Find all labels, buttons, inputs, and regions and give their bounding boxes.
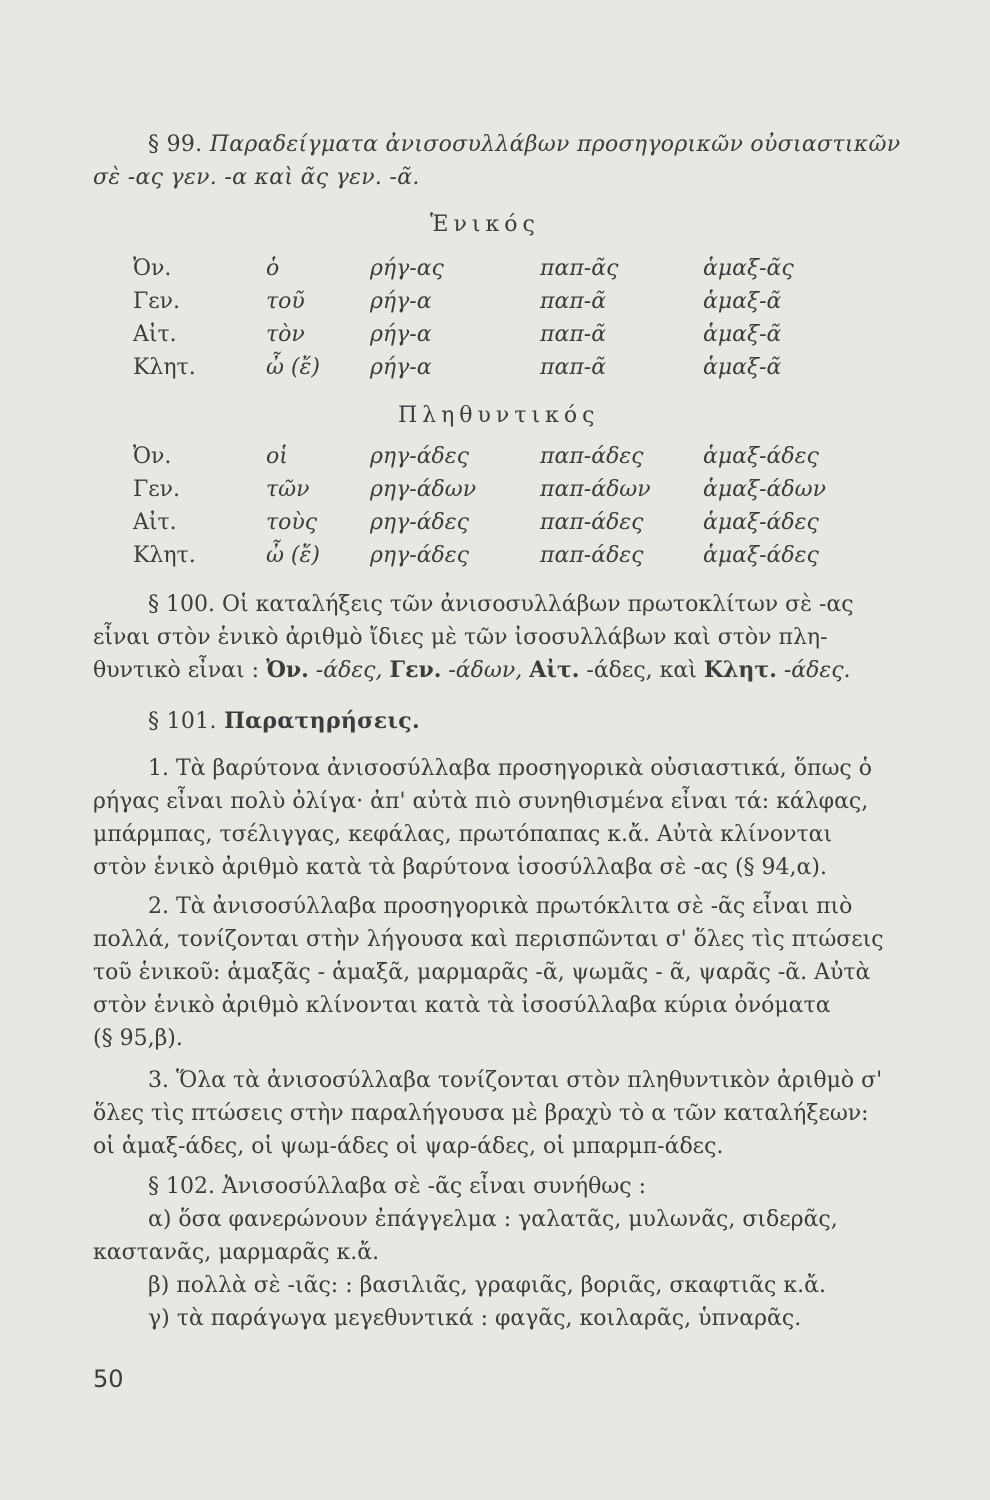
form-papas: παπ-άδες [540, 510, 644, 535]
paragraph-line: μπάρμπας, τσέλιγγας, κεφάλας, πρωτόπαπας κ.ἄ. Αὐτὰ κλίνονται [93, 822, 833, 847]
case-label: Γεν. [133, 477, 181, 502]
paragraph-line: στὸν ἑνικὸ ἀριθμὸ κατὰ τὰ βαρύτονα ἰσοσύλλαβα σὲ -ας (§ 94,α). [93, 855, 827, 880]
form-amaxas: ἁμαξ-άδες [703, 510, 819, 535]
section-99-heading [148, 132, 900, 157]
form-rigas: ρήγ-ας [370, 256, 444, 281]
paragraph-line: α) ὅσα φανερώνουν ἐπάγγελμα : γαλατᾶς, μυλωνᾶς, σιδερᾶς, [148, 1207, 838, 1232]
paragraph-line: β) πολλὰ σὲ -ιᾶς: : βασιλιᾶς, γραφιᾶς, βοριᾶς, σκαφτιᾶς κ.ἄ. [148, 1273, 826, 1298]
section-number: § 99. [148, 132, 203, 157]
plural-heading: Πληθυντικός [398, 403, 600, 428]
form-papas: παπ-ᾶ [540, 322, 607, 347]
article: τοῦ [266, 289, 305, 314]
paragraph-line: 3. Ὅλα τὰ ἀνισοσύλλαβα τονίζονται στὸν πληθυντικὸν ἀριθμὸ σ' [148, 1068, 883, 1093]
form-rigas: ρηγ-άδες [370, 444, 469, 469]
section-101-heading: § 101. Παρατηρήσεις. [148, 708, 420, 734]
paragraph-line: εἶναι στὸν ἑνικὸ ἀριθμὸ ἴδιες μὲ τῶν ἰσοσυλλάβων καὶ στὸν πλη- [93, 625, 828, 650]
case-label: Ὀν. [133, 256, 172, 281]
paragraph-line: γ) τὰ παράγωγα μεγεθυντικά : φαγᾶς, κοιλαρᾶς, ὑπναρᾶς. [148, 1306, 802, 1331]
form-rigas: ρήγ-α [370, 289, 432, 314]
form-papas: παπ-ᾶς [540, 256, 619, 281]
form-papas: παπ-άδων [540, 477, 651, 502]
article: ὦ (ἔ) [266, 355, 320, 380]
form-rigas: ρηγ-άδες [370, 510, 469, 535]
form-amaxas: ἁμαξ-άδες [703, 444, 819, 469]
paragraph-line: ὅλες τὶς πτώσεις στὴν παραλήγουσα μὲ βραχὺ τὸ α τῶν καταλήξεων: [93, 1101, 869, 1126]
form-amaxas: ἁμαξ-ᾶς [703, 256, 794, 281]
section-title: Παραδείγματα ἀνισοσυλλάβων προσηγορικῶν οὐσιαστικῶν [209, 132, 901, 157]
observation-2 [93, 890, 893, 1055]
section-102 [93, 1170, 893, 1335]
paragraph-line: (§ 95,β). [93, 1026, 183, 1051]
paragraph-line: § 102. Ἀνισοσύλλαβα σὲ -ᾶς εἶναι συνήθως : [148, 1174, 646, 1199]
paragraph-line: πολλά, τονίζονται στὴν λήγουσα καὶ περισπῶνται σ' ὅλες τὶς πτώσεις [93, 927, 884, 952]
form-papas: παπ-άδες [540, 543, 644, 568]
paragraph-line: στὸν ἑνικὸ ἀριθμὸ κλίνονται κατὰ τὰ ἰσοσύλλαβα κύρια ὀνόματα [93, 993, 831, 1018]
case-label: Γεν. [133, 289, 181, 314]
form-papas: παπ-ᾶ [540, 355, 607, 380]
section-99-line2: σὲ -ας γεν. -α καὶ ᾶς γεν. -ᾶ. [93, 165, 420, 190]
paragraph-line: θυντικὸ εἶναι : Ὀν. -άδες, Γεν. -άδων, Αἰτ. -άδες, καὶ Κλητ. -άδες. [93, 657, 851, 683]
observation-1 [93, 752, 893, 884]
form-papas: παπ-άδες [540, 444, 644, 469]
page-number: 50 [93, 1365, 124, 1393]
article: τοὺς [266, 510, 318, 535]
form-rigas: ρηγ-άδων [370, 477, 477, 502]
paragraph-line: τοῦ ἑνικοῦ: ἁμαξᾶς - ἁμαξᾶ, μαρμαρᾶς -ᾶ, ψωμᾶς - ᾶ, ψαρᾶς -ᾶ. Αὐτὰ [93, 960, 871, 985]
paragraph-line: ρήγας εἶναι πολὺ ὀλίγα· ἀπ' αὐτὰ πιὸ συνηθισμένα εἶναι τά: κάλφας, [93, 789, 869, 814]
form-amaxas: ἁμαξ-ᾶ [703, 355, 782, 380]
form-rigas: ρήγ-α [370, 355, 432, 380]
case-label: Αἰτ. [133, 510, 177, 535]
article: τὸν [266, 322, 305, 347]
form-amaxas: ἁμαξ-ᾶ [703, 322, 782, 347]
form-amaxas: ἁμαξ-άδες [703, 543, 819, 568]
article: οἱ [266, 444, 288, 469]
case-label: Κλητ. [133, 543, 196, 568]
paragraph-line: οἱ ἁμαξ-άδες, οἱ ψωμ-άδες οἱ ψαρ-άδες, οἱ μπαρμπ-άδες. [93, 1134, 724, 1159]
form-rigas: ρηγ-άδες [370, 543, 469, 568]
paragraph-line: καστανᾶς, μαρμαρᾶς κ.ἄ. [93, 1240, 380, 1265]
article: τῶν [266, 477, 310, 502]
form-amaxas: ἁμαξ-ᾶ [703, 289, 782, 314]
form-rigas: ρήγ-α [370, 322, 432, 347]
article: ὦ (ἔ) [266, 543, 320, 568]
case-label: Αἰτ. [133, 322, 177, 347]
singular-heading: Ἑνικός [430, 212, 540, 237]
section-100 [93, 588, 893, 687]
observation-3 [93, 1064, 893, 1163]
paragraph-line: 2. Τὰ ἀνισοσύλλαβα προσηγορικὰ πρωτόκλιτα σὲ -ᾶς εἶναι πιὸ [148, 894, 853, 919]
case-label: Κλητ. [133, 355, 196, 380]
section-title: Παρατηρήσεις. [224, 708, 420, 734]
article: ὁ [266, 256, 280, 281]
paragraph-line: 1. Τὰ βαρύτονα ἀνισοσύλλαβα προσηγορικὰ οὐσιαστικά, ὅπως ὁ [148, 756, 872, 781]
form-amaxas: ἁμαξ-άδων [703, 477, 826, 502]
paragraph-line: § 100. Οἱ καταλήξεις τῶν ἀνισοσυλλάβων πρωτοκλίτων σὲ -ας [148, 592, 854, 617]
form-papas: παπ-ᾶ [540, 289, 607, 314]
case-label: Ὀν. [133, 444, 172, 469]
